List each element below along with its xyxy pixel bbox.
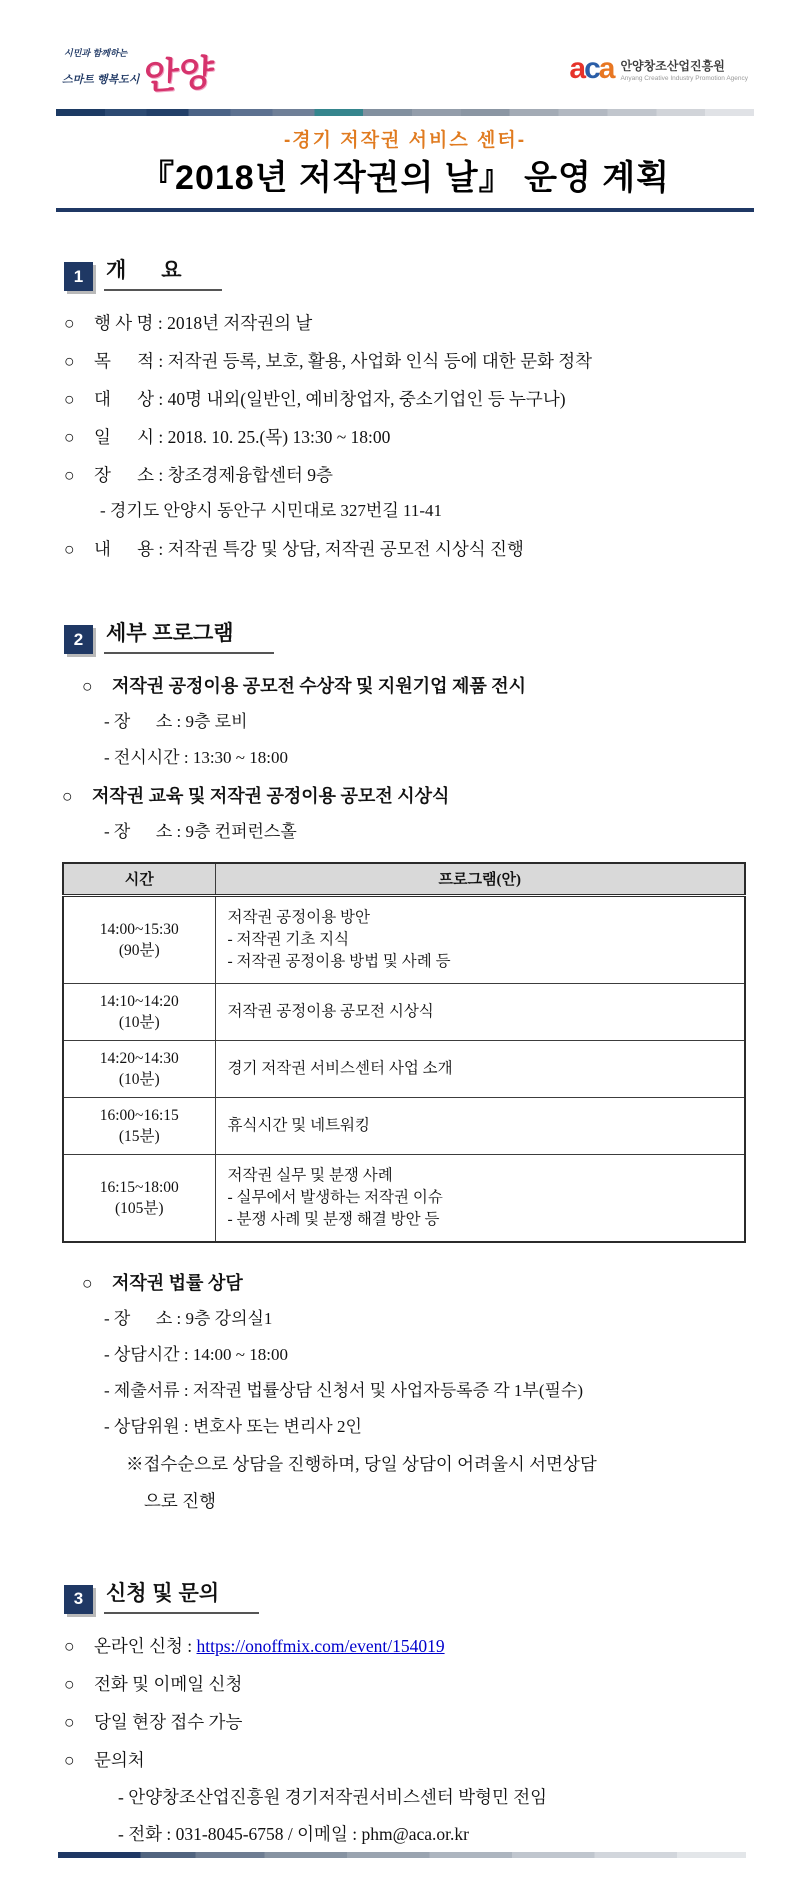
overview-item-text: 목 적 : 저작권 등록, 보호, 활용, 사업화 인식 등에 대한 문화 정착 [94,351,593,371]
time-range: 16:00~16:15 [99,1106,179,1124]
legal-consult-note-line2: 으로 진행 [144,1490,216,1511]
time-range: 14:10~14:20 [99,992,179,1010]
bullet-circle-icon: ○ [82,1272,93,1293]
table-row [63,1040,745,1097]
apply-item-text: 당일 현장 접수 가능 [94,1711,243,1732]
program-line: - 저작권 공정이용 방법 및 사례 등 [227,952,451,970]
program-cell [215,1154,745,1242]
schedule-table [62,862,746,1243]
bullet-circle-icon: ○ [62,786,73,806]
bullet-circle-icon: ○ [64,465,75,485]
city-tagline-2: 스마트 행복도시 [62,74,140,87]
program-line: 경기 저작권 서비스센터 사업 소개 [227,1059,453,1077]
overview-item-target [64,387,754,411]
online-apply-label: 온라인 신청 : [94,1635,197,1656]
time-cell [63,1154,215,1242]
bullet-circle-icon: ○ [64,427,75,447]
overview-item-text: 장 소 : 창조경제융합센터 9층 [94,465,333,485]
apply-item-contact [64,1748,754,1772]
apply-item-online [64,1634,754,1658]
program-cell [215,895,745,983]
overview-venue-address: - 경기도 안양시 동안구 시민대로 327번길 11-41 [100,501,443,520]
legal-consult-note-line1: ※접수순으로 상담을 진행하며, 당일 상담이 어려울시 서면상담 [126,1453,597,1474]
program-line: 휴식시간 및 네트워킹 [227,1116,371,1134]
time-cell [63,895,215,983]
section-number-badge: 2 [64,625,93,654]
program-cell [215,1040,745,1097]
schedule-header-program: 프로그램(안) [215,863,745,895]
time-cell [63,983,215,1040]
section-number-badge: 1 [64,262,93,291]
education-place: - 장 소 : 9층 컨퍼런스홀 [104,822,297,841]
exhibition-heading [82,674,754,698]
footer-gradient-bar [58,1852,746,1858]
section-program-header [64,617,754,654]
apply-item-text: 문의처 [94,1749,145,1770]
document-subtitle: -경기 저작권 서비스 센터- [283,130,527,151]
table-row [63,1154,745,1242]
section-number-badge: 3 [64,1585,93,1614]
city-tagline-1: 시민과 함께하는 [64,48,128,58]
bullet-circle-icon: ○ [64,1749,75,1770]
program-line: - 분쟁 사례 및 분쟁 해결 방안 등 [227,1210,440,1228]
aca-logo-icon [569,54,613,84]
section-apply-header [64,1577,754,1614]
apply-item-text: 전화 및 이메일 신청 [94,1673,243,1694]
aca-letter-a1: a [569,52,585,85]
time-duration: (15분) [118,1127,160,1145]
time-range: 16:15~18:00 [99,1178,179,1196]
table-row [63,895,745,983]
section-overview-title: 개 요 [104,254,222,291]
contact-phone-email-line: - 전화 : 031-8045-6758 / 이메일 : phm@aca.or.kr [118,1823,469,1844]
header [56,44,754,104]
apply-item-onsite [64,1710,754,1734]
table-row [63,1097,745,1154]
aca-letter-a2: a [598,52,614,85]
aca-letter-c: c [584,52,599,85]
bullet-circle-icon: ○ [82,676,93,696]
section-apply-title: 신청 및 문의 [104,1577,259,1614]
section-program-title: 세부 프로그램 [104,617,274,654]
schedule-header-time: 시간 [63,863,215,895]
legal-consult-place: - 장 소 : 9층 강의실1 [104,1308,273,1328]
program-line: 저작권 공정이용 공모전 시상식 [227,1002,434,1020]
bullet-circle-icon: ○ [64,351,75,371]
overview-item-event [64,311,754,335]
aca-agency-logo [569,54,748,84]
title-block [56,128,754,212]
bullet-circle-icon: ○ [64,1711,75,1732]
legal-consult-title-text: 저작권 법률 상담 [112,1272,243,1293]
city-name-calligraphy: 안양 [143,51,215,98]
title-divider [56,208,754,212]
time-duration: (10분) [118,1070,160,1088]
time-duration: (10분) [118,1013,160,1031]
section-overview-header [64,254,754,291]
program-line: 저작권 실무 및 분쟁 사례 [227,1166,393,1184]
overview-item-text: 행 사 명 : 2018년 저작권의 날 [94,313,313,333]
overview-item-venue [64,463,754,487]
time-duration: (90분) [118,941,160,959]
time-range: 14:20~14:30 [99,1049,179,1067]
exhibition-hours: - 전시시간 : 13:30 ~ 18:00 [104,748,288,767]
education-title-text: 저작권 교육 및 저작권 공정이용 공모전 시상식 [92,786,450,806]
agency-name-english: Anyang Creative Industry Promotion Agency [620,74,748,82]
program-line: - 저작권 기초 지식 [227,930,350,948]
legal-consult-heading [82,1271,754,1295]
schedule-header-row [63,863,745,895]
bullet-circle-icon: ○ [64,313,75,333]
legal-consult-advisors: - 상담위원 : 변호사 또는 변리사 2인 [104,1416,362,1436]
legal-consult-documents: - 제출서류 : 저작권 법률상담 신청서 및 사업자등록증 각 1부(필수) [104,1380,584,1400]
agency-name-korean: 안양창조산업진흥원 [620,58,725,73]
overview-item-purpose [64,349,754,373]
header-gradient-bar [56,109,754,116]
time-cell [63,1040,215,1097]
education-heading [62,784,754,808]
document-title: 『2018년 저작권의 날』 운영 계획 [140,159,670,197]
program-cell [215,1097,745,1154]
overview-item-text: 일 시 : 2018. 10. 25.(목) 13:30 ~ 18:00 [94,427,391,447]
overview-item-content [64,537,754,561]
legal-consult-hours: - 상담시간 : 14:00 ~ 18:00 [104,1344,288,1364]
bullet-circle-icon: ○ [64,1635,75,1656]
bullet-circle-icon: ○ [64,1673,75,1694]
agency-name-block [620,57,748,82]
time-cell [63,1097,215,1154]
overview-item-text: 내 용 : 저작권 특강 및 상담, 저작권 공모전 시상식 진행 [94,539,524,559]
online-apply-link[interactable]: https://onoffmix.com/event/154019 [196,1635,445,1656]
time-duration: (105분) [114,1199,164,1217]
time-range: 14:00~15:30 [99,920,179,938]
exhibition-title-text: 저작권 공정이용 공모전 수상작 및 지원기업 제품 전시 [112,676,527,696]
table-row [63,983,745,1040]
program-line: - 실무에서 발생하는 저작권 이슈 [227,1188,443,1206]
overview-item-datetime [64,425,754,449]
apply-item-phone-email [64,1672,754,1696]
bullet-circle-icon: ○ [64,539,75,559]
program-line: 저작권 공정이용 방안 [227,908,371,926]
program-cell [215,983,745,1040]
exhibition-place: - 장 소 : 9층 로비 [104,712,248,731]
overview-item-text: 대 상 : 40명 내외(일반인, 예비창업자, 중소기업인 등 누구나) [94,389,566,409]
bullet-circle-icon: ○ [64,389,75,409]
anyang-city-logo [62,46,215,98]
contact-person-line: - 안양창조산업진흥원 경기저작권서비스센터 박형민 전임 [118,1786,548,1807]
